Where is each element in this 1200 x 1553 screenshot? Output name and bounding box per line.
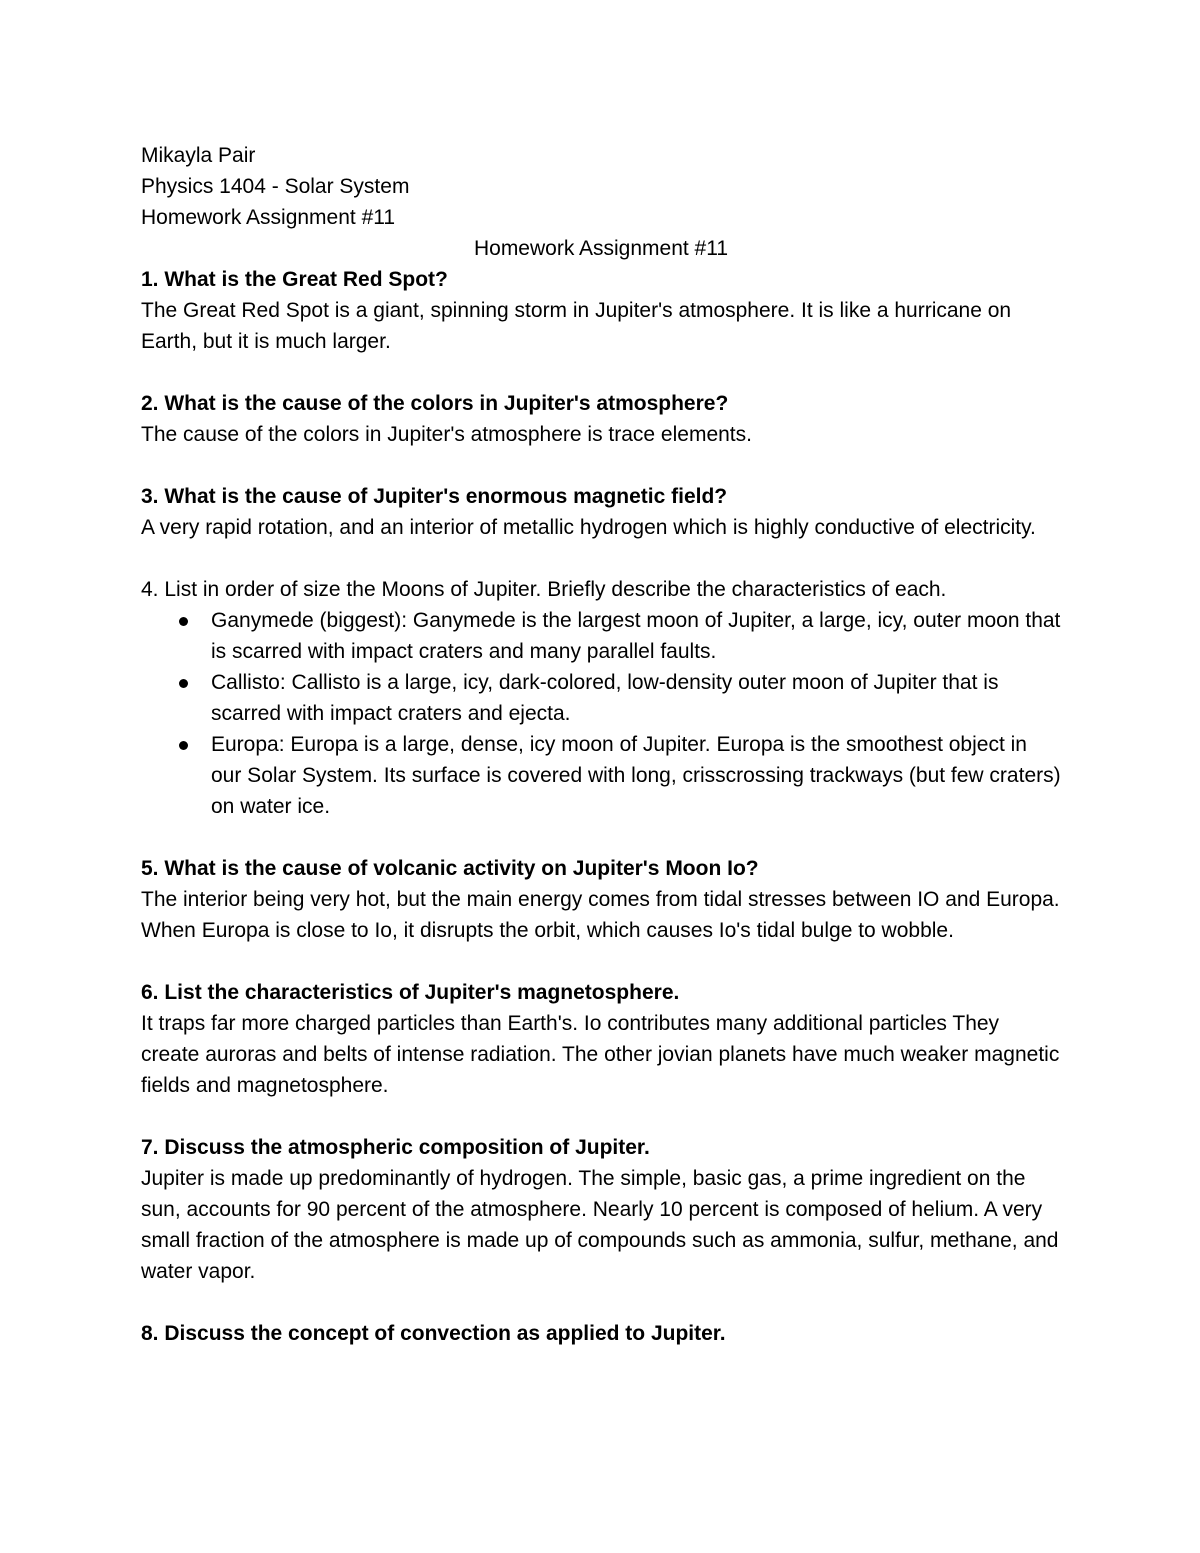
answer-1: The Great Red Spot is a giant, spinning storm in Jupiter's atmosphere. It is like a hurricane on Earth, but it is much larger. (141, 299, 1012, 353)
answer-2: The cause of the colors in Jupiter's atmosphere is trace elements. (141, 423, 752, 446)
question-4: 4. List in order of size the Moons of Jupiter. Briefly describe the characteristics of each. (141, 578, 947, 601)
question-2: 2. What is the cause of the colors in Jupiter's atmosphere? (141, 392, 729, 415)
course-title: Physics 1404 - Solar System (141, 175, 410, 198)
blank-line (141, 1287, 1061, 1318)
assignment-label: Homework Assignment #11 (141, 206, 396, 229)
question-3: 3. What is the cause of Jupiter's enormous magnetic field? (141, 485, 728, 508)
question-8: 8. Discuss the concept of convection as applied to Jupiter. (141, 1322, 726, 1345)
bullet-icon (179, 617, 188, 626)
blank-line (141, 450, 1061, 481)
question-6: 6. List the characteristics of Jupiter's magnetosphere. (141, 981, 680, 1004)
moon-ganymede-text: Ganymede (biggest): Ganymede is the largest moon of Jupiter, a large, icy, outer moon that is scarred with impact craters and many parallel faults. (211, 609, 1061, 663)
question-5: 5. What is the cause of volcanic activity on Jupiter's Moon Io? (141, 857, 759, 880)
bullet-icon (179, 741, 188, 750)
document-title: Homework Assignment #11 (473, 237, 729, 260)
moons-list (141, 605, 1061, 822)
blank-line (141, 946, 1061, 977)
list-item (211, 667, 1061, 729)
answer-3: A very rapid rotation, and an interior of metallic hydrogen which is highly conductive of electricity. (141, 516, 1036, 539)
question-1: 1. What is the Great Red Spot? (141, 268, 448, 291)
student-name: Mikayla Pair (141, 144, 256, 167)
moon-callisto-text: Callisto: Callisto is a large, icy, dark-colored, low-density outer moon of Jupiter that is scarred with impact craters and ejecta. (211, 671, 999, 725)
blank-line (141, 543, 1061, 574)
blank-line (141, 822, 1061, 853)
moon-europa-text: Europa: Europa is a large, dense, icy moon of Jupiter. Europa is the smoothest object in our Solar System. Its surface is covered with long, crisscrossing trackways (but few craters) on water ice. (211, 733, 1061, 818)
bullet-icon (179, 679, 188, 688)
list-item (211, 729, 1061, 822)
blank-line (141, 1101, 1061, 1132)
blank-line (141, 357, 1061, 388)
answer-7: Jupiter is made up predominantly of hydrogen. The simple, basic gas, a prime ingredient on the sun, accounts for 90 percent of the atmosphere. Nearly 10 percent is composed of helium. A very small fraction of the atmosphere is made up of compounds such as ammonia, sulfur, methane, and water vapor. (141, 1167, 1059, 1283)
document-page (141, 140, 1061, 1349)
question-7: 7. Discuss the atmospheric composition of Jupiter. (141, 1136, 650, 1159)
answer-6: It traps far more charged particles than Earth's. Io contributes many additional particles They create auroras and belts of intense radiation. The other jovian planets have much weaker magnetic fields and magnetosphere. (141, 1012, 1060, 1097)
list-item (211, 605, 1061, 667)
answer-5: The interior being very hot, but the main energy comes from tidal stresses between IO and Europa. When Europa is close to Io, it disrupts the orbit, which causes Io's tidal bulge to wobble. (141, 888, 1060, 942)
